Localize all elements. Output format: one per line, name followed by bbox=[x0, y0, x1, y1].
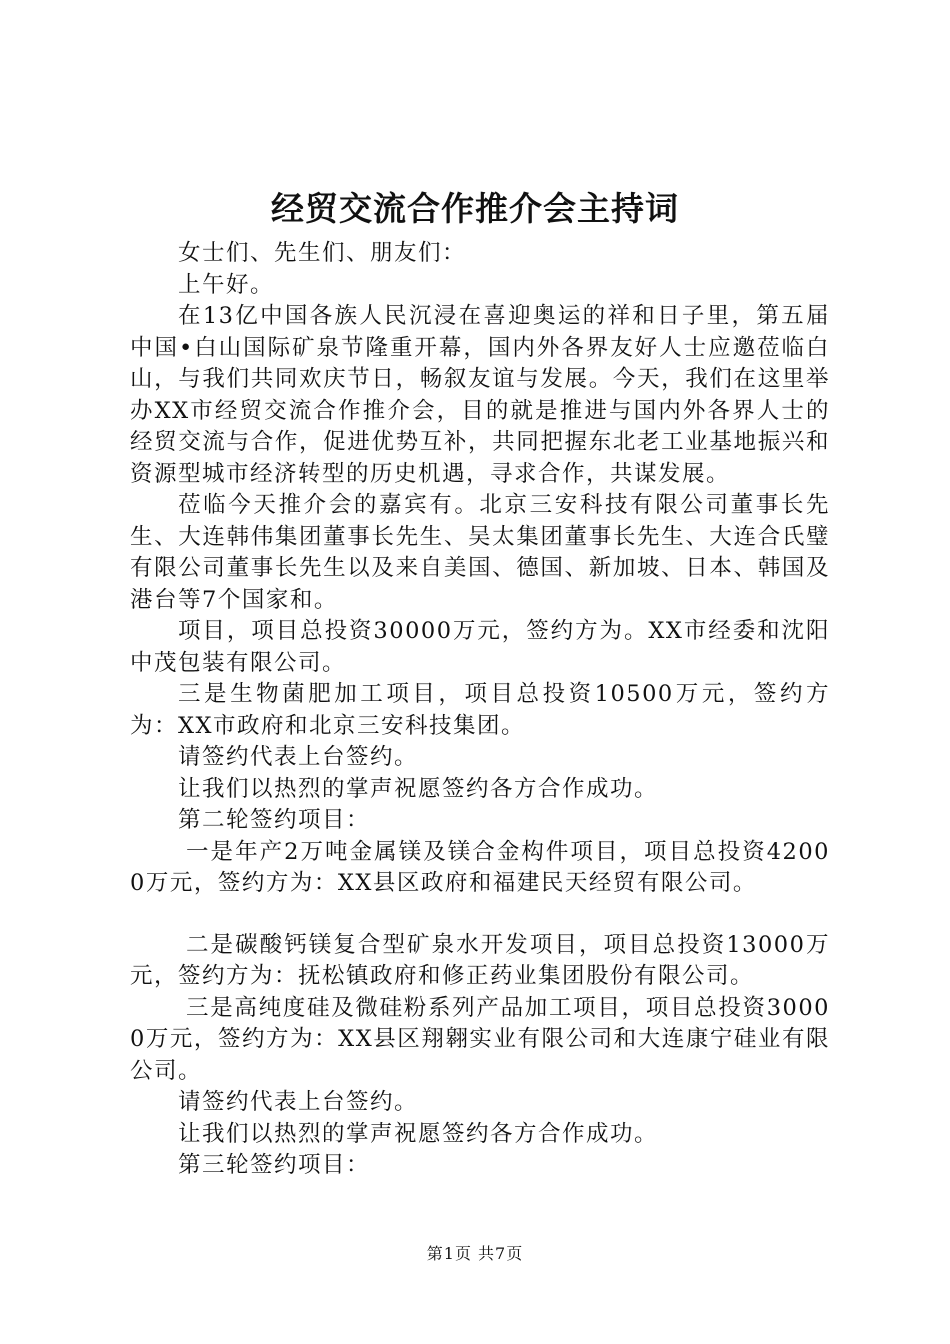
paragraph-project-packaging: 项目，项目总投资30000万元，签约方为。XX市经委和沈阳中茂包装有限公司。 bbox=[130, 618, 830, 676]
paragraph-project-fertilizer: 三是生物菌肥加工项目，项目总投资10500万元，签约方为：XX市政府和北京三安科技集团。 bbox=[130, 681, 830, 739]
paragraph-round-two: 第二轮签约项目： bbox=[178, 807, 371, 833]
document-title: 经贸交流合作推介会主持词 bbox=[271, 189, 679, 228]
paragraph-project-silicon: 三是高纯度硅及微硅粉系列产品加工项目，项目总投资30000万元，签约方为：XX县区翔翱实业有限公司和大连康宁硅业有限公司。 bbox=[130, 994, 830, 1084]
document-body bbox=[130, 238, 830, 1182]
paragraph-project-magnesium: 一是年产2万吨金属镁及镁合金构件项目，项目总投资42000万元，签约方为：XX县区政府和福建民天经贸有限公司。 bbox=[130, 838, 830, 896]
paragraph-project-mineral-water: 二是碳酸钙镁复合型矿泉水开发项目，项目总投资13000万元，签约方为：抚松镇政府和修正药业集团股份有限公司。 bbox=[130, 931, 830, 989]
paragraph-applause-2: 让我们以热烈的掌声祝愿签约各方合作成功。 bbox=[178, 1120, 659, 1147]
paragraph-guests: 莅临今天推介会的嘉宾有。北京三安科技有限公司董事长先生、大连韩伟集团董事长先生、吴太集团董事长先生、大连合氏璧有限公司董事长先生以及来自美国、德国、新加坡、日本、韩国及港台等7个国家和。 bbox=[130, 492, 830, 613]
page-number: 第1页 共7页 bbox=[426, 1244, 524, 1263]
paragraph-good-morning: 上午好。 bbox=[178, 271, 275, 298]
paragraph-invite-signing-2: 请签约代表上台签约。 bbox=[178, 1089, 419, 1115]
paragraph-greeting: 女士们、先生们、朋友们： bbox=[178, 240, 467, 266]
paragraph-applause-1: 让我们以热烈的掌声祝愿签约各方合作成功。 bbox=[178, 775, 659, 802]
paragraph-round-three: 第三轮签约项目： bbox=[178, 1152, 371, 1178]
paragraph-intro: 在13亿中国各族人民沉浸在喜迎奥运的祥和日子里，第五届中国•白山国际矿泉节隆重开幕，国内外各界友好人士应邀莅临白山，与我们共同欢庆节日，畅叙友谊与发展。今天，我们在这里举办XX市经贸交流合作推介会，目的就是推进与国内外各界人士的经贸交流与合作，促进优势互补，共同把握东北老工业基地振兴和资源型城市经济转型的历史机遇，寻求合作，共谋发展。 bbox=[130, 303, 830, 487]
paragraph-invite-signing-1: 请签约代表上台签约。 bbox=[178, 744, 419, 770]
